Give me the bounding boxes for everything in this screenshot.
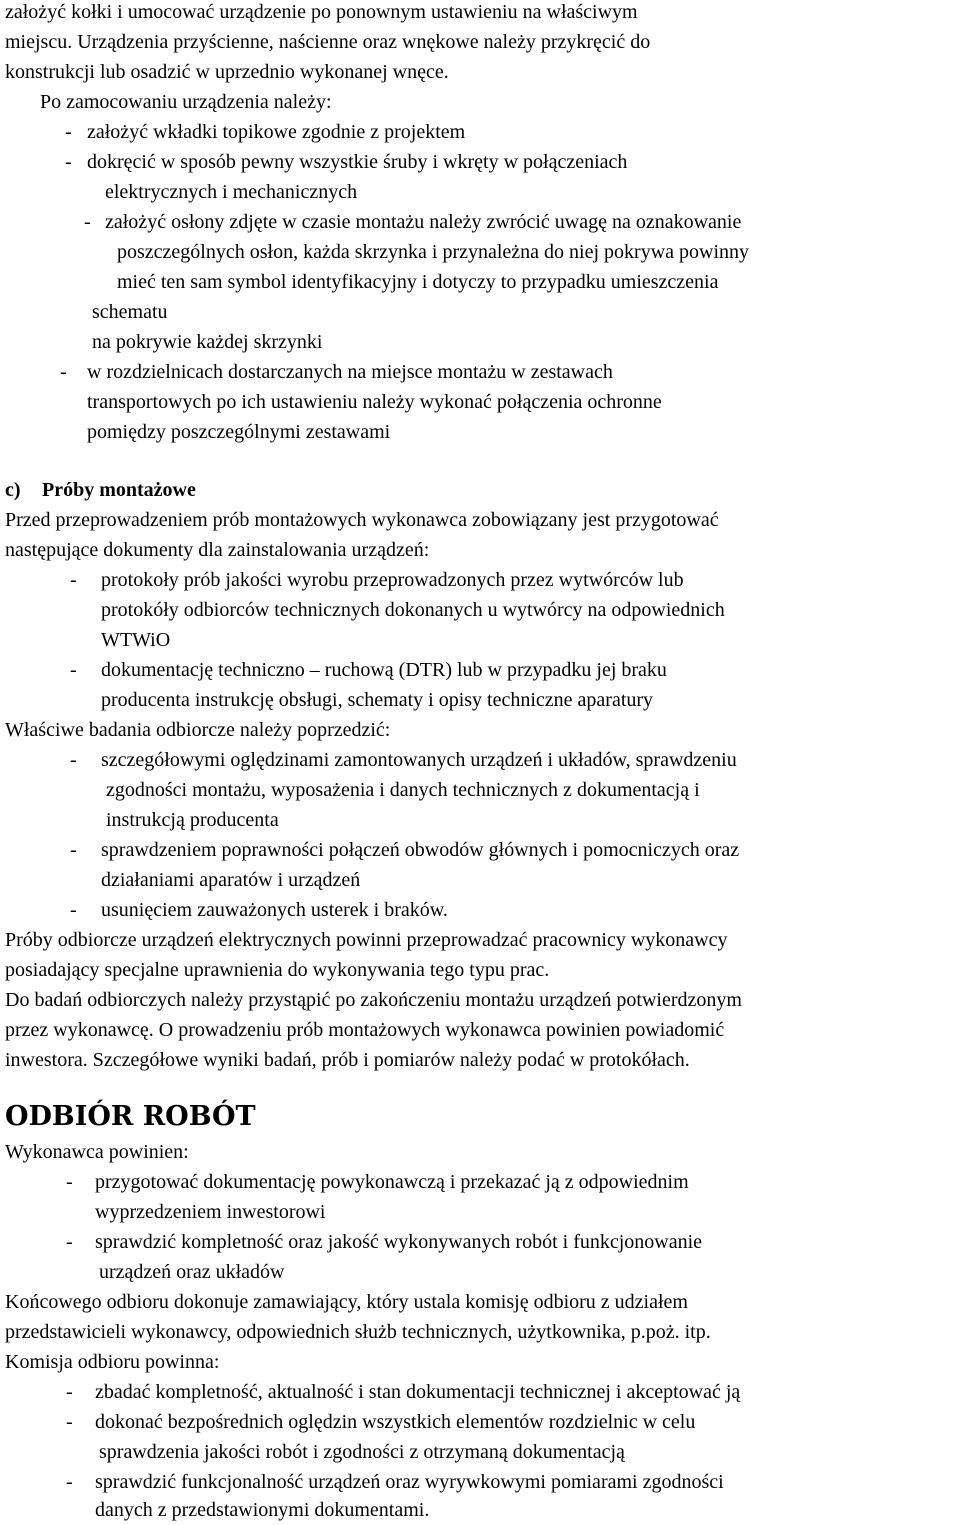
closing-line: Do badań odbiorczych należy przystąpić po zakończeniu montażu urządzeń potwierdzonym [5,989,742,1011]
closing-line: posiadający specjalne uprawnienia do wykonywania tego typu prac. [5,959,550,981]
final-line: Końcowego odbioru dokonuje zamawiający, który ustala komisję odbioru z udziałem [5,1291,688,1313]
list-item-text: dokonać bezpośrednich oględzin wszystkich elementów rozdzielnic w celu [95,1411,696,1433]
list-dash: - [66,1471,73,1493]
list-dash: - [65,151,72,173]
list-dash: - [66,1381,73,1403]
list-item-text: protokóły odbiorców technicznych dokonanych u wytwórcy na odpowiednich [101,599,725,621]
list-item-text: dokumentację techniczno – ruchową (DTR) lub w przypadku jej braku [101,659,667,681]
section-c-number: c) [5,479,21,501]
closing-line: inwestora. Szczegółowe wyniki badań, prób i pomiarów należy podać w protokółach. [5,1049,690,1071]
list-item-text: zgodności montażu, wyposażenia i danych technicznych z dokumentacją i [106,779,700,801]
list-dash: - [70,749,77,771]
list-item-text: urządzeń oraz układów [99,1261,285,1283]
list-dash: - [84,211,91,233]
list-item-text: mieć ten sam symbol identyfikacyjny i dotyczy to przypadku umieszczenia [117,271,719,293]
odbior-heading: ODBIÓR ROBÓT [5,1101,256,1132]
list-item-text: wyprzedzeniem inwestorowi [95,1201,326,1223]
tests-lead: Właściwe badania odbiorcze należy poprzedzić: [5,719,391,741]
list-item-text: instrukcją producenta [106,809,279,831]
list-dash: - [66,1171,73,1193]
commission-lead: Komisja odbioru powinna: [5,1351,220,1373]
list-item-text: pomiędzy poszczególnymi zestawami [87,421,391,443]
intro-line: konstrukcji lub osadzić w uprzednio wykonanej wnęce. [5,61,449,83]
list-dash: - [70,839,77,861]
list-item-text: protokoły prób jakości wyrobu przeprowadzonych przez wytwórców lub [101,569,684,591]
list-dash: - [65,121,72,143]
list-item-text: w rozdzielnicach dostarczanych na miejsce montażu w zestawach [87,361,613,383]
list-item-text: poszczególnych osłon, każda skrzynka i przynależna do niej pokrywa powinny [117,241,750,263]
list-dash: - [66,1231,73,1253]
list-item-text: sprawdzeniem poprawności połączeń obwodów głównych i pomocniczych oraz [101,839,740,861]
list-item-text: danych z przedstawionymi dokumentami. [95,1499,430,1521]
list-dash: - [66,1411,73,1433]
list-dash: - [70,899,77,921]
list-item-text: działaniami aparatów i urządzeń [101,869,361,891]
list-item-text: WTWiO [101,629,171,651]
list-dash: - [70,659,77,681]
list-dash: - [60,361,67,383]
section-c-intro-line: Przed przeprowadzeniem prób montażowych wykonawca zobowiązany jest przygotować [5,509,719,531]
list-item-text: szczegółowymi oględzinami zamontowanych urządzeń i układów, sprawdzeniu [101,749,737,771]
list-item-text: sprawdzić kompletność oraz jakość wykonywanych robót i funkcjonowanie [95,1231,703,1253]
list-item-text: elektrycznych i mechanicznych [105,181,358,203]
intro-line: miejscu. Urządzenia przyścienne, naścienne oraz wnękowe należy przykręcić do [5,31,651,53]
list-item-text: sprawdzić funkcjonalność urządzeń oraz wyrywkowymi pomiarami zgodności [95,1471,724,1493]
mounting-lead: Po zamocowaniu urządzenia należy: [40,91,332,113]
list-item-text: transportowych po ich ustawieniu należy wykonać połączenia ochronne [87,391,662,413]
list-item-text: usunięciem zauważonych usterek i braków. [101,899,448,921]
list-item-text: założyć wkładki topikowe zgodnie z projektem [87,121,466,143]
closing-line: przez wykonawcę. O prowadzeniu prób montażowych wykonawca powinien powiadomić [5,1019,725,1041]
final-line: przedstawicieli wykonawcy, odpowiednich służb technicznych, użytkownika, p.poż. itp. [5,1321,711,1343]
section-c-title: Próby montażowe [42,479,196,501]
section-c-intro-line: następujące dokumenty dla zainstalowania urządzeń: [5,539,430,561]
list-item-text: producenta instrukcję obsługi, schematy i opisy techniczne aparatury [101,689,654,711]
list-item-text: zbadać kompletność, aktualność i stan dokumentacji technicznej i akceptować ją [95,1381,741,1403]
list-item-text: przygotować dokumentację powykonawczą i przekazać ją z odpowiednim [95,1171,689,1193]
list-dash: - [70,569,77,591]
list-item-text: sprawdzenia jakości robót i zgodności z otrzymaną dokumentacją [99,1441,625,1463]
odbior-lead: Wykonawca powinien: [5,1141,189,1163]
intro-line: założyć kołki i umocować urządzenie po ponownym ustawieniu na właściwym [5,1,638,23]
list-item-text: na pokrywie każdej skrzynki [92,331,323,353]
list-item-text: dokręcić w sposób pewny wszystkie śruby i wkręty w połączeniach [87,151,628,173]
closing-line: Próby odbiorcze urządzeń elektrycznych powinni przeprowadzać pracownicy wykonawcy [5,929,728,951]
list-item-text: schematu [92,301,168,323]
list-item-text: założyć osłony zdjęte w czasie montażu należy zwrócić uwagę na oznakowanie [105,211,742,233]
